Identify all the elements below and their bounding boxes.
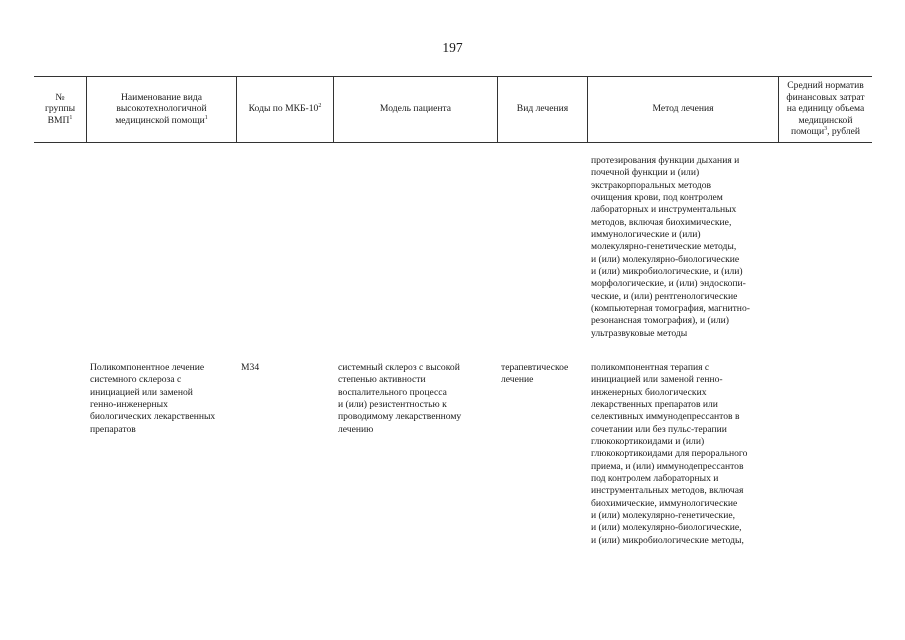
page-number: 197 (442, 40, 463, 55)
treatment-type: терапевтическое лечение (501, 362, 569, 386)
care-type-name: Поликомпонентное лечение системного склероза с инициацией или заменой генно-инженерных биологических лекарственных препаратов (90, 362, 216, 435)
header-treatment-type: Вид лечения (516, 103, 569, 115)
patient-model: системный склероз с высокой степенью активности воспалительного процесса и (или) резистентностью к проводимому лекарственному лечению (338, 362, 462, 435)
icd-code: M34 (241, 362, 260, 373)
header-patient-model: Модель пациента (379, 103, 452, 115)
header-bottom-rule (34, 142, 872, 143)
header-treatment-method: Метод лечения (652, 103, 714, 115)
continued-method-text: протезирования функции дыхания и почечной функции и (или) экстракорпоральных методов очищения крови, под контролем лабораторных и инструментальных методов, включая биохимические, иммунологические и (или) молекулярно-генетические методы, и (или) молекулярно-биологические и (или) микробиологические, и (или) морфологические, и (или) эндоскопи- ческие, и (или) рентгенологические (компьютерная томография, магнитно- резонансная томография), и (или) ультразвуковые методы (591, 155, 750, 339)
header-group-number: № группы ВМП$^1$ (44, 91, 76, 126)
treatment-method: поликомпонентная терапия с инициацией или заменой генно- инженерных биологических лекарственных препаратов или селективных иммунодепрессантов в сочетании или без пульс-терапии глюкокортикоидами и (или) глюкокортикоидами для перорального приема, и (или) иммунодепрессантов под контролем лабораторных и инструментальных методов, включая биохимические, иммунологические и (или) молекулярно-генетические, и (или) молекулярно-биологические, и (или) микробиологические методы, (591, 362, 748, 546)
header-care-type: Наименование вида высокотехнологичной медицинской помощи$^1$ (115, 91, 208, 126)
header-icd-codes: Коды по МКБ-$10^2$ (248, 103, 322, 115)
header-cost-standard: Средний норматив финансовых затрат на единицу объема медицинской помощи$^3$, рублей (786, 80, 865, 138)
